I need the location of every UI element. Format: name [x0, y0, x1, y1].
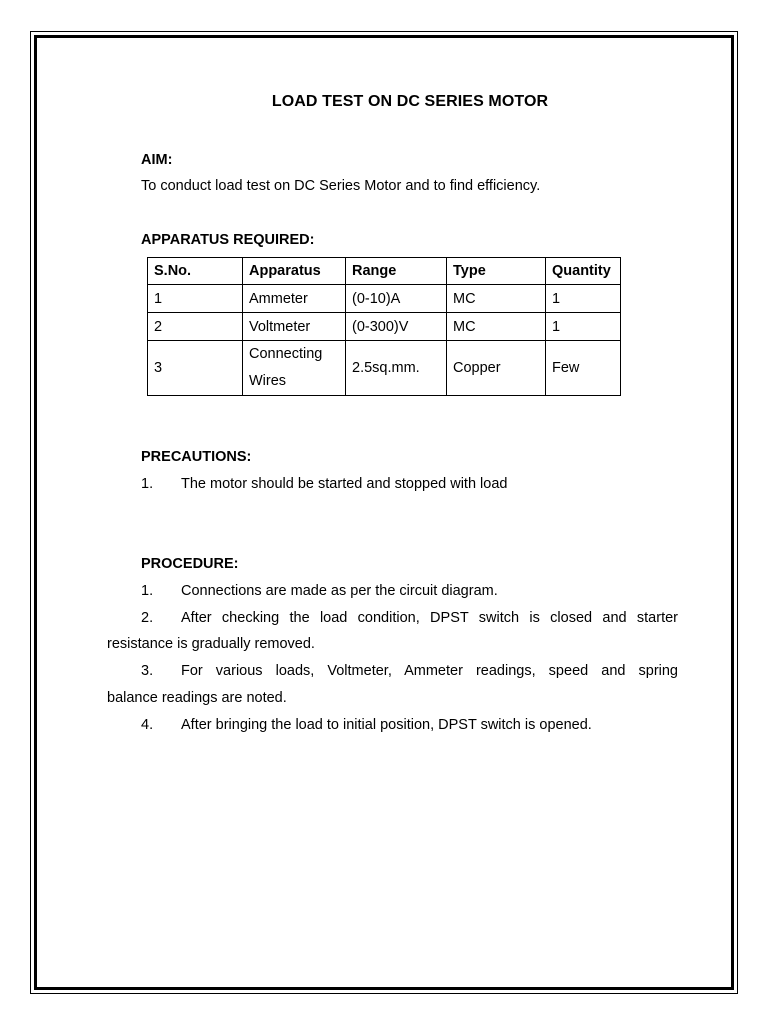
- procedure-step-text: Connections are made as per the circuit diagram.: [181, 583, 498, 599]
- table-cell: 2.5sq.mm.: [346, 341, 447, 396]
- column-header: Apparatus: [243, 258, 346, 285]
- table-cell: [243, 341, 346, 396]
- table-cell: Copper: [447, 341, 546, 396]
- procedure-number: 2.: [141, 610, 154, 626]
- table-cell: Ammeter: [243, 285, 346, 313]
- table-cell: 1: [148, 285, 243, 313]
- table-cell: (0-10)A: [346, 285, 447, 313]
- table-cell: 3: [148, 341, 243, 396]
- column-header: Type: [447, 258, 546, 285]
- apparatus-table: [147, 257, 621, 396]
- precaution-text: The motor should be started and stopped with load: [181, 476, 508, 492]
- table-cell: 1: [546, 313, 621, 341]
- procedure-heading: PROCEDURE:: [141, 556, 239, 572]
- procedure-number: 3.: [141, 663, 154, 679]
- table-cell: (0-300)V: [346, 313, 447, 341]
- table-cell: 1: [546, 285, 621, 313]
- table-cell-line: Connecting: [249, 346, 323, 362]
- procedure-step-continuation: balance readings are noted.: [107, 690, 287, 706]
- column-header: Range: [346, 258, 447, 285]
- table-row: [148, 341, 621, 396]
- table-cell: Voltmeter: [243, 313, 346, 341]
- table-cell: Few: [546, 341, 621, 396]
- aim-text: To conduct load test on DC Series Motor and to find efficiency.: [141, 178, 541, 194]
- precautions-heading: PRECAUTIONS:: [141, 449, 252, 465]
- column-header: S.No.: [148, 258, 243, 285]
- column-header: Quantity: [546, 258, 621, 285]
- table-cell: MC: [447, 313, 546, 341]
- table-cell: 2: [148, 313, 243, 341]
- procedure-step-continuation: resistance is gradually removed.: [107, 636, 315, 652]
- table-header-row: [148, 258, 621, 285]
- procedure-number: 1.: [141, 583, 154, 599]
- document-title: LOAD TEST ON DC SERIES MOTOR: [271, 93, 549, 110]
- table-row: [148, 285, 621, 313]
- table-row: [148, 313, 621, 341]
- procedure-step-text: After bringing the load to initial position, DPST switch is opened.: [181, 717, 592, 733]
- procedure-number: 4.: [141, 717, 154, 733]
- procedure-step-text: For various loads, Voltmeter, Ammeter readings, speed and spring: [181, 663, 678, 679]
- precaution-number: 1.: [141, 476, 154, 492]
- apparatus-heading: APPARATUS REQUIRED:: [141, 232, 315, 248]
- aim-heading: AIM:: [141, 152, 173, 168]
- procedure-step-text: After checking the load condition, DPST switch is closed and starter: [181, 610, 678, 626]
- table-cell-line: Wires: [249, 373, 287, 389]
- table-cell: MC: [447, 285, 546, 313]
